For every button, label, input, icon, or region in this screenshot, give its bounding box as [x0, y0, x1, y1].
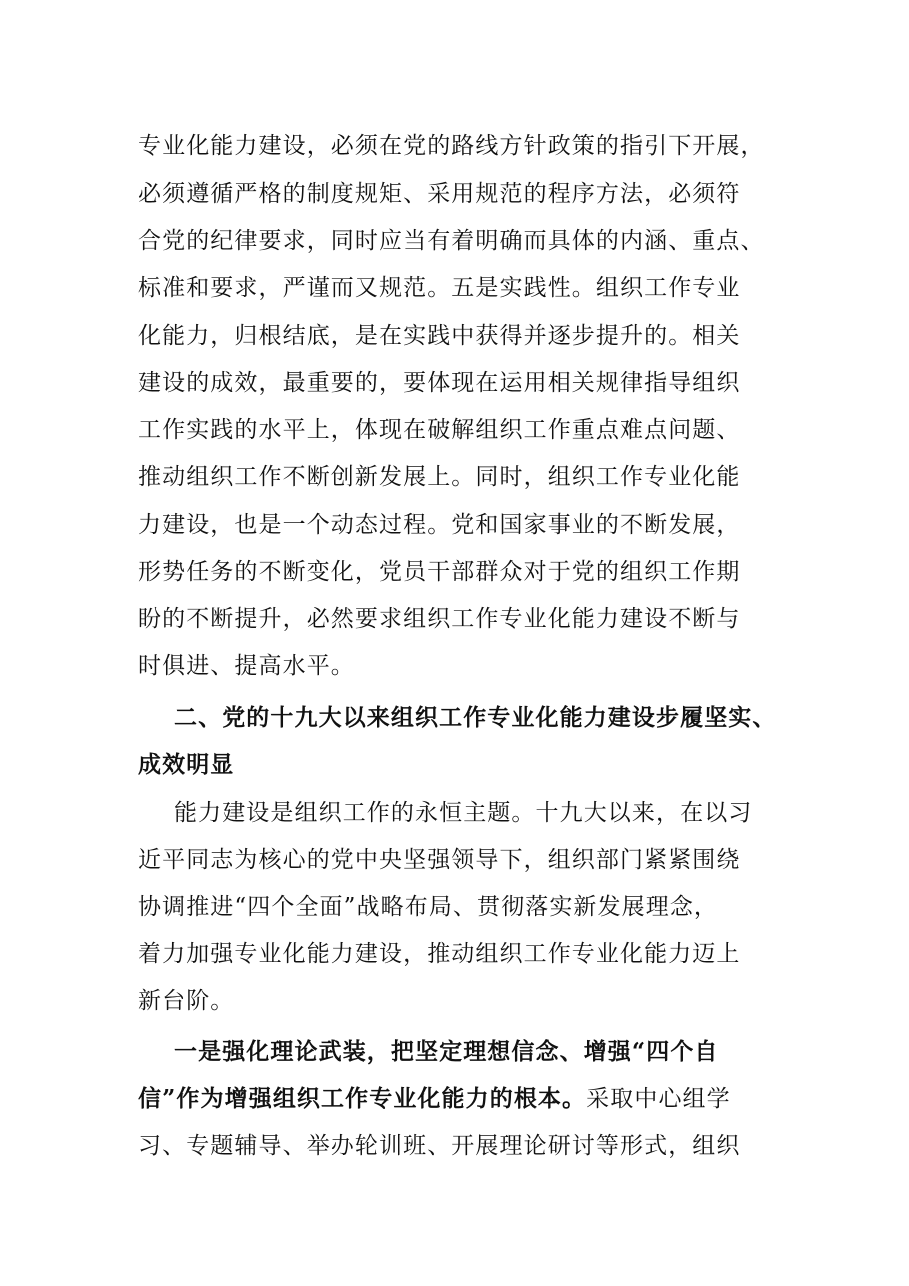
- section-heading-line-2: 成效明显: [138, 751, 235, 778]
- paragraph1-line-5: 化能力，归根结底，是在实践中获得并逐步提升的。相关: [138, 323, 741, 349]
- paragraph1-line-11: 盼的不断提升，必然要求组织工作专业化能力建设不断与: [138, 606, 741, 632]
- paragraph1-line-3: 合党的纪律要求，同时应当有着明确而具体的内涵、重点、: [138, 228, 765, 254]
- paragraph2-line-1: 能力建设是组织工作的永恒主题。十九大以来，在以习: [174, 800, 753, 826]
- paragraph3-line-2: [138, 1083, 838, 1115]
- paragraph1-line-6: 建设的成效，最重要的，要体现在运用相关规律指导组织: [138, 370, 741, 396]
- paragraph1-line-1: 专业化能力建设，必须在党的路线方针政策的指引下开展，: [138, 133, 765, 159]
- paragraph1-line-12: 时俱进、提高水平。: [138, 653, 355, 679]
- paragraph1-line-2: 必须遵循严格的制度规矩、采用规范的程序方法，必须符: [138, 181, 741, 207]
- paragraph2-line-4: 着力加强专业化能力建设，推动组织工作专业化能力迈上: [138, 941, 741, 967]
- paragraph3-line-2-rest: 采取中心组学: [586, 1086, 731, 1112]
- paragraph2-line-2: 近平同志为核心的党中央坚强领导下，组织部门紧紧围绕: [138, 847, 741, 873]
- paragraph2-line-5: 新台阶。: [138, 988, 235, 1014]
- paragraph1-line-8: 推动组织工作不断创新发展上。同时，组织工作专业化能: [138, 464, 741, 490]
- paragraph1-line-9: 力建设，也是一个动态过程。党和国家事业的不断发展，: [138, 512, 741, 538]
- paragraph1-line-10: 形势任务的不断变化，党员干部群众对于党的组织工作期: [138, 559, 741, 585]
- paragraph2-line-3: 协调推进“四个全面”战略布局、贯彻落实新发展理念，: [138, 894, 719, 920]
- paragraph3-line-1: 一是强化理论武装，把坚定理想信念、增强“四个自: [174, 1038, 719, 1065]
- paragraph3-line-2-bold: 信”作为增强组织工作专业化能力的根本。: [138, 1085, 587, 1112]
- paragraph1-line-7: 工作实践的水平上，体现在破解组织工作重点难点问题、: [138, 417, 741, 443]
- paragraph3-line-3: 习、专题辅导、举办轮训班、开展理论研讨等形式，组织: [138, 1133, 741, 1159]
- section-heading-line-1: 二、党的十九大以来组织工作专业化能力建设步履坚实、: [174, 704, 777, 731]
- paragraph1-line-4: 标准和要求，严谨而又规范。五是实践性。组织工作专业: [138, 275, 741, 301]
